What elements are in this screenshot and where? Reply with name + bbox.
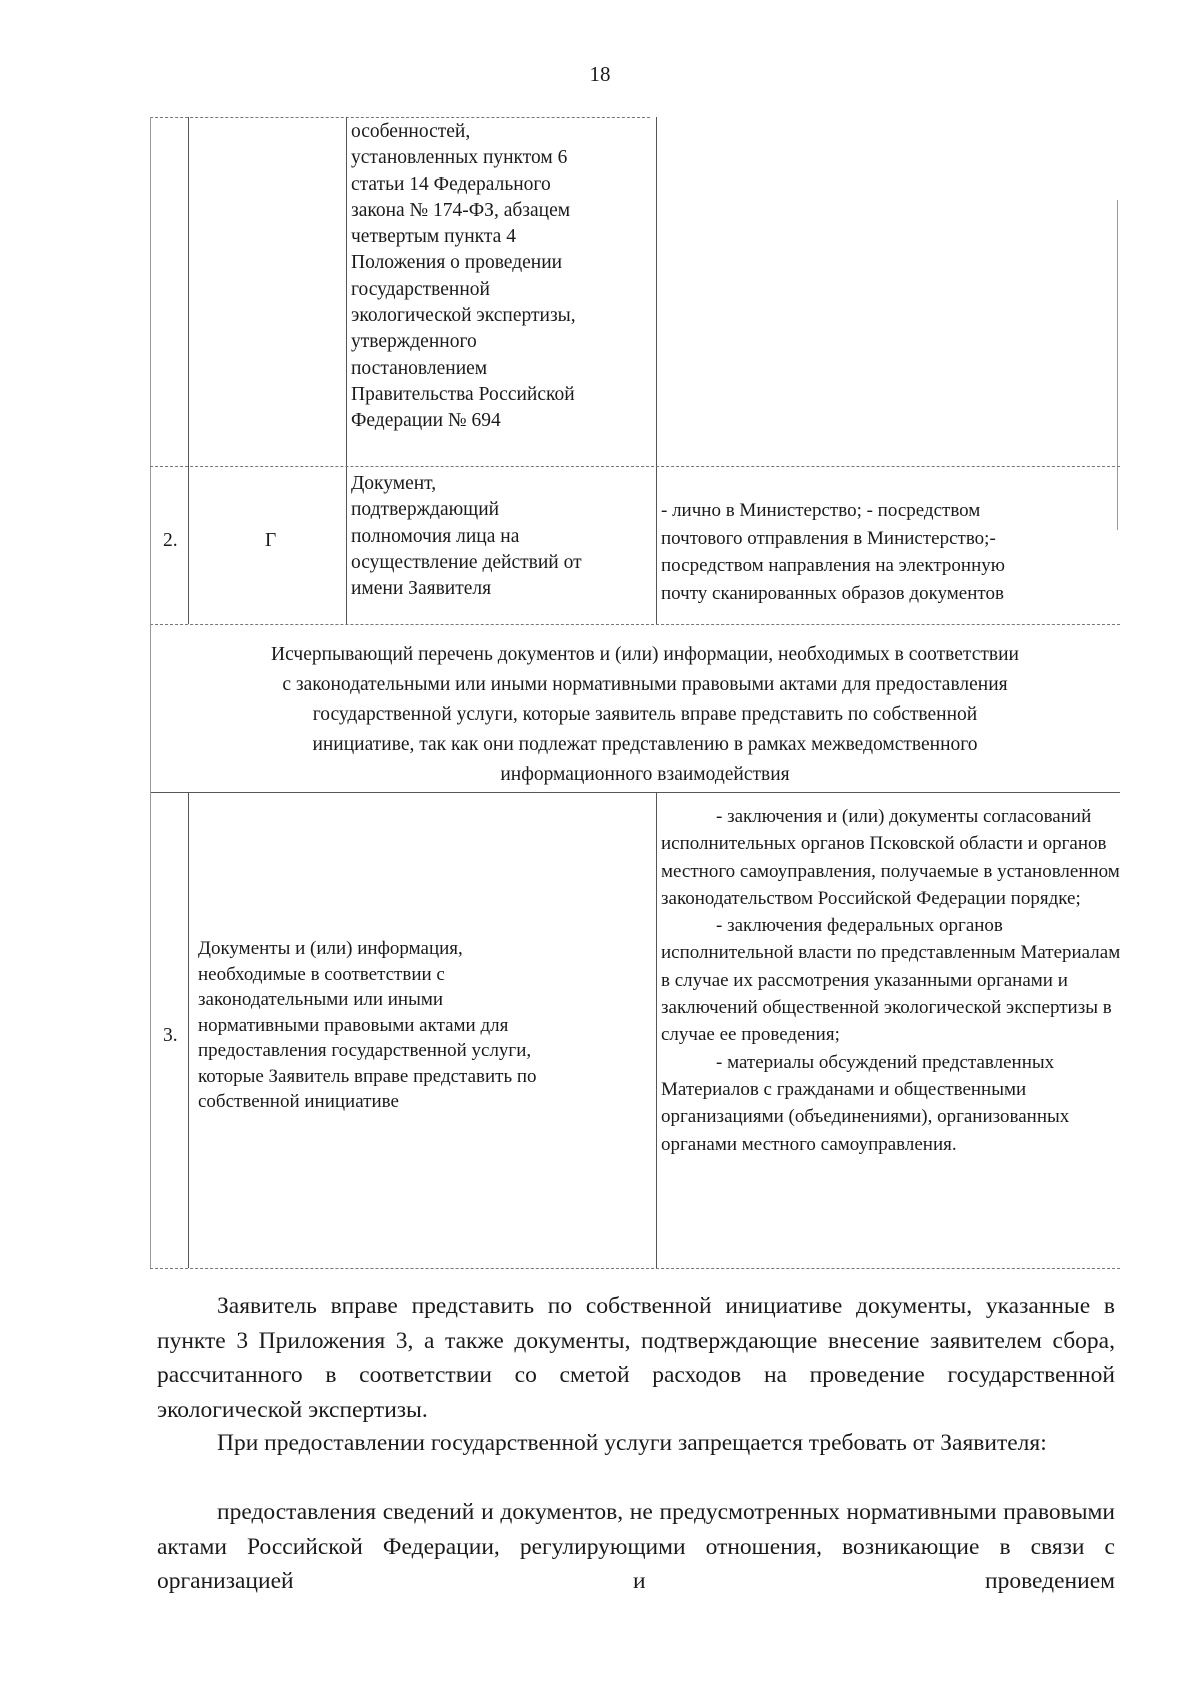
section-heading-line: государственной услуги, которые заявитель вправе представить по собственной [312,704,978,725]
body-paragraph-1 [157,1289,1115,1427]
row2-document-cell [351,471,651,602]
section-heading-line: информационного взаимодействия [500,764,790,785]
table-col-line-2 [188,117,189,624]
row3-number: 3. [163,1025,178,1046]
row1-doc-line: закона № 174-ФЗ, абзацем [351,199,571,221]
page-number: 18 [589,62,611,86]
row1-doc-line: государственной [351,278,490,300]
section-heading-line: с законодательными или иными нормативными правовыми актами для предоставления [282,674,1008,695]
row3-doc-line: нормативными правовыми актами для [198,1014,509,1036]
row3-list-cell [661,803,1121,1158]
paragraph-text: Заявитель вправе представить по собственной инициативе документы, указанные в пункте 3 Приложения 3, а также документы, подтверждающие внесение заявителем сбора, рассчитанного в соответствии со сметой расходов на проведение государственной экологической экспертизы. [157,1293,1115,1423]
row3-document-cell [198,936,658,1115]
table-col-line-3 [346,117,347,624]
list-item: - заключения и (или) документы согласований исполнительных органов Псковской области и органов местного самоуправления, получаемые в установленном законодательством Российской Федерации порядке; [661,806,1120,909]
list-item: - материалы обсуждений представленных Материалов с гражданами и общественными организациями (объединениями), организованных органами местного самоуправления. [661,1051,1070,1155]
paragraph-text: предоставления сведений и документов, не предусмотренных нормативными правовыми актами Российской Федерации, регулирующими отношения, возникающие в связи с организацией и проведением [157,1499,1115,1594]
row1-doc-line: статьи 14 Федерального [351,173,551,195]
section-heading-line: инициативе, так как они подлежат представлению в рамках межведомственного [312,734,978,755]
row2-method-line: почтового отправления в Министерство;- [661,527,996,549]
table-right-border [1117,200,1118,530]
row1-doc-line: четвертым пункта 4 [351,226,516,248]
row1-doc-line: Положения о проведении [351,252,563,274]
row3-col-line-2 [188,792,189,1268]
row1-document-cell [351,119,641,435]
row2-doc-line: подтверждающий [351,499,500,521]
row1-doc-line: экологической экспертизы, [351,305,576,327]
row2-letter: Г [265,530,277,551]
row1-doc-line: утвержденного [351,331,477,353]
row2-doc-line: Документ, [351,473,437,494]
row3-doc-line: предоставления государственной услуги, [198,1040,532,1061]
row1-doc-line: особенностей, [351,121,471,142]
row2-number: 2. [163,530,178,551]
row2-method-cell [661,497,1121,607]
row1-doc-line: Федерации № 694 [351,410,501,432]
section-heading [150,640,1140,790]
row3-doc-line: необходимые в соответствии с [198,963,445,985]
row2-doc-line: осуществление действий от [351,551,582,573]
row1-doc-line: постановлением [351,357,488,379]
paragraph-text: При предоставлении государственной услуги запрещается требовать от Заявителя: [217,1430,1047,1456]
row-divider-2 [150,624,1120,625]
table-top-border [150,117,650,118]
row2-method-line: почту сканированных образов документов [661,582,1004,604]
table-col-line-1 [150,117,151,624]
row3-doc-line: собственной инициативе [198,1091,399,1112]
row-divider-1 [150,466,1120,467]
row-divider-3 [150,792,1120,793]
table-bottom-border [150,1268,1120,1269]
body-paragraph-2 [157,1426,1115,1461]
row2-doc-line: имени Заявителя [351,578,492,600]
row3-col-line-1 [150,792,151,1268]
row2-doc-line: полномочия лица на [351,525,520,547]
row2-method-line: посредством направления на электронную [661,555,1005,576]
section-heading-line: Исчерпывающий перечень документов и (или) информации, необходимых в соответствии [271,644,1019,665]
row3-doc-line: законодательными или иными [198,989,444,1010]
list-item: - заключения федеральных органов исполнительной власти по представленным Материалам в случае их рассмотрения указанными органами и заключений общественной экологической экспертизы в случае ее проведения; [661,915,1121,1046]
row3-doc-line: которые Заявитель вправе представить по [198,1065,537,1087]
row3-doc-line: Документы и (или) информация, [198,938,463,959]
row1-doc-line: установленных пунктом 6 [351,147,568,169]
table-col-line-4 [656,117,657,624]
body-paragraph-3 [157,1495,1115,1599]
row1-doc-line: Правительства Российской [351,383,575,405]
row2-method-line: - лично в Министерство; - посредством [661,500,981,521]
